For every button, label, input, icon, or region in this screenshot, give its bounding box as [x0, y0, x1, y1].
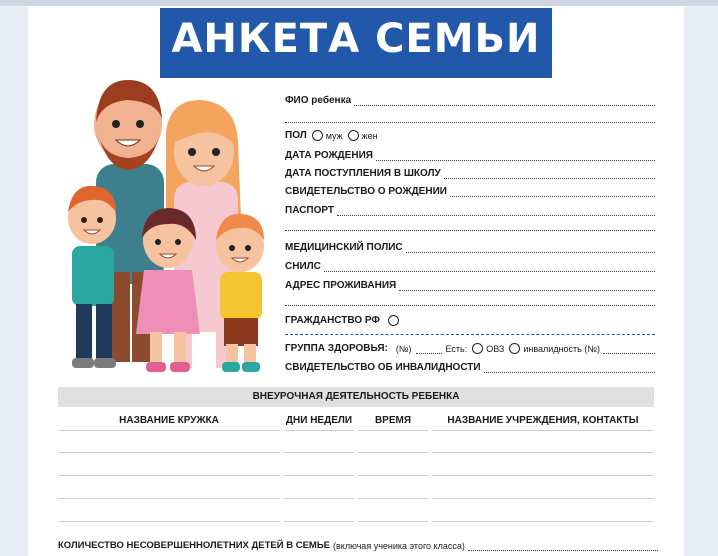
field-invalid-cert[interactable] [285, 362, 655, 373]
health-group-no-label: (№) [395, 344, 412, 354]
table-cell[interactable] [58, 430, 280, 431]
gender-male-label: муж [325, 131, 343, 141]
table-cell[interactable] [284, 475, 354, 476]
passport-label: ПАСПОРТ [285, 205, 334, 216]
gender-female-label: жен [361, 131, 378, 141]
citizenship-label: ГРАЖДАНСТВО РФ [285, 315, 380, 326]
col-days: ДНИ НЕДЕЛИ [285, 415, 353, 426]
gender-female-radio[interactable] [348, 130, 359, 141]
field-citizenship [285, 315, 485, 326]
table-cell[interactable] [58, 475, 280, 476]
table-cell[interactable] [358, 430, 428, 431]
field-med-policy[interactable] [285, 242, 655, 253]
children-count-label: КОЛИЧЕСТВО НЕСОВЕРШЕННОЛЕТНИХ ДЕТЕЙ В СЕМЬЕ [58, 540, 330, 551]
table-cell[interactable] [432, 475, 654, 476]
school-date-label: ДАТА ПОСТУПЛЕНИЯ В ШКОЛУ [285, 168, 441, 179]
form-page [28, 6, 684, 556]
table-cell[interactable] [358, 452, 428, 453]
est-label: Есть: [445, 344, 468, 354]
field-birth-cert[interactable] [285, 186, 655, 197]
field-children-count[interactable] [58, 540, 658, 551]
table-cell[interactable] [284, 498, 354, 499]
table-cell[interactable] [358, 498, 428, 499]
field-health-group [285, 343, 655, 354]
citizenship-radio[interactable] [388, 315, 399, 326]
fio-label: ФИО ребенка [285, 95, 352, 106]
col-time: ВРЕМЯ [374, 415, 412, 426]
section-divider [285, 334, 655, 335]
table-cell[interactable] [284, 452, 354, 453]
table-cell[interactable] [358, 521, 428, 522]
health-group-number-input[interactable] [416, 344, 442, 354]
table-cell[interactable] [432, 452, 654, 453]
form-title: АНКЕТА СЕМЬИ [171, 16, 541, 62]
table-cell[interactable] [432, 430, 654, 431]
invalid-cert-label: СВИДЕТЕЛЬСТВО ОБ ИНВАЛИДНОСТИ [285, 362, 481, 373]
table-cell[interactable] [432, 498, 654, 499]
field-gender [285, 130, 485, 141]
med-policy-label: МЕДИЦИНСКИЙ ПОЛИС [285, 242, 403, 253]
field-passport[interactable] [285, 205, 655, 216]
field-fio[interactable] [285, 95, 655, 106]
dob-label: ДАТА РОЖДЕНИЯ [285, 150, 373, 161]
field-fio-continuation[interactable] [285, 122, 655, 123]
field-snils[interactable] [285, 261, 655, 272]
address-label: АДРЕС ПРОЖИВАНИЯ [285, 280, 397, 291]
col-club-name: НАЗВАНИЕ КРУЖКА [119, 415, 219, 426]
family-illustration [66, 72, 280, 378]
col-institution: НАЗВАНИЕ УЧРЕЖДЕНИЯ, КОНТАКТЫ [447, 415, 639, 426]
table-cell[interactable] [58, 452, 280, 453]
invalid-number-input[interactable] [603, 344, 655, 354]
table-cell[interactable] [284, 521, 354, 522]
gender-male-radio[interactable] [312, 130, 323, 141]
table-cell[interactable] [58, 521, 280, 522]
health-group-label: ГРУППА ЗДОРОВЬЯ: [285, 343, 388, 354]
table-cell[interactable] [358, 475, 428, 476]
gender-label: ПОЛ [285, 130, 307, 141]
birth-cert-label: СВИДЕТЕЛЬСТВО О РОЖДЕНИИ [285, 186, 447, 197]
field-dob[interactable] [285, 150, 655, 161]
table-cell[interactable] [432, 521, 654, 522]
children-count-note: (включая ученика этого класса) [333, 541, 465, 551]
invalid-radio[interactable] [509, 343, 520, 354]
field-passport-continuation[interactable] [285, 230, 655, 231]
snils-label: СНИЛС [285, 261, 321, 272]
title-banner [160, 8, 552, 78]
field-address[interactable] [285, 280, 655, 291]
field-school-date[interactable] [285, 168, 655, 179]
ovz-label: ОВЗ [486, 344, 505, 354]
table-cell[interactable] [284, 430, 354, 431]
field-address-continuation[interactable] [285, 305, 655, 306]
invalid-label: инвалидность (№) [523, 344, 601, 354]
activities-header: ВНЕУРОЧНАЯ ДЕЯТЕЛЬНОСТЬ РЕБЕНКА [58, 387, 654, 407]
ovz-radio[interactable] [472, 343, 483, 354]
table-cell[interactable] [58, 498, 280, 499]
